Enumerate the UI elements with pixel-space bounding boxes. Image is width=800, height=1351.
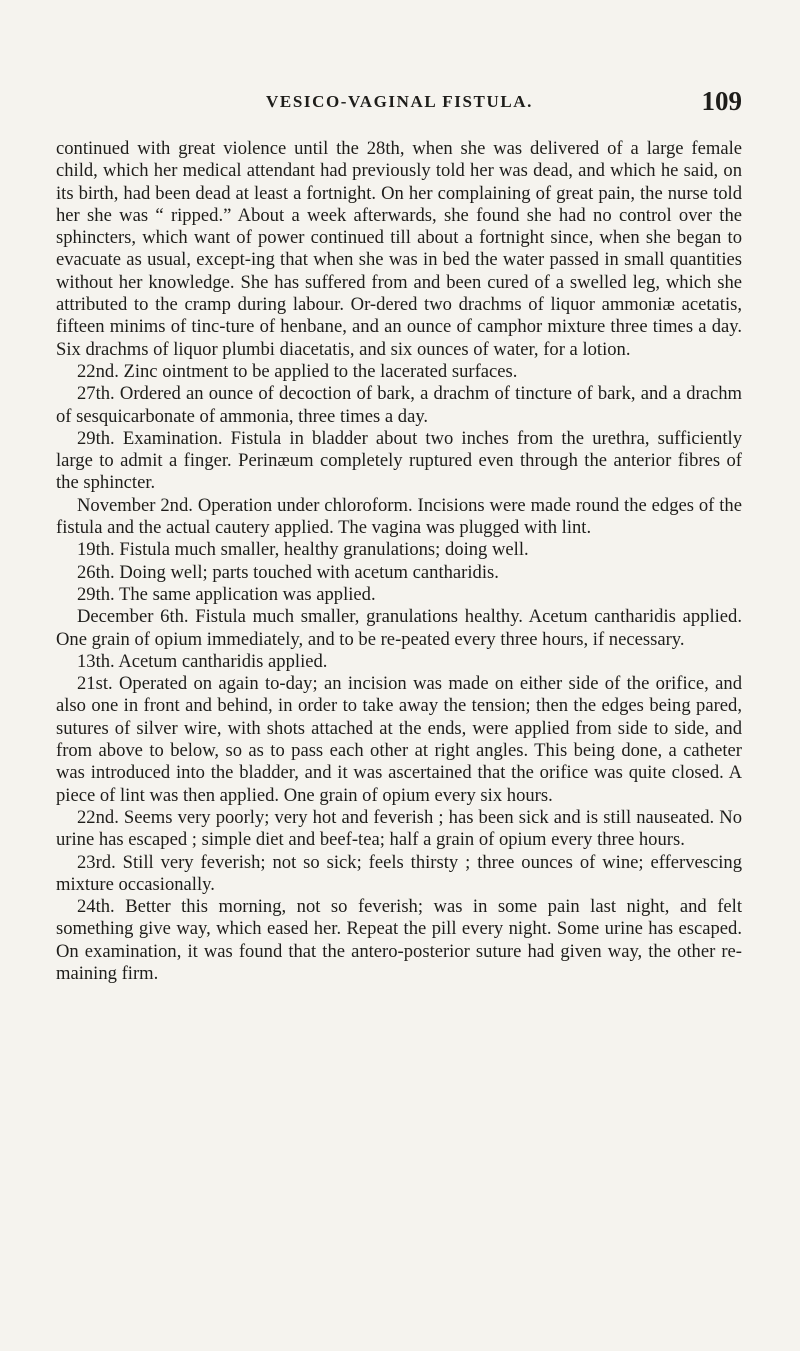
paragraph: December 6th. Fistula much smaller, granulations healthy. Acetum cantharidis applied. One grain of opium immediately, and to be re-peated every three hours, if necessary. [56, 606, 742, 650]
paragraph: 24th. Better this morning, not so feverish; was in some pain last night, and felt something give way, which eased her. Repeat the pill every night. Some urine has escaped. On examination, it was found that the antero-posterior suture had given way, the other re-maining firm. [56, 896, 742, 984]
running-head [57, 86, 742, 118]
paragraph: 29th. Examination. Fistula in bladder about two inches from the urethra, sufficiently large to admit a finger. Perinæum completely ruptured even through the anterior fibres of the sphincter. [56, 427, 742, 494]
paragraph: 27th. Ordered an ounce of decoction of bark, a drachm of tincture of bark, and a drachm of sesquicarbonate of ammonia, three times a day. [56, 383, 742, 427]
paragraph: 29th. The same application was applied. [77, 583, 376, 605]
paragraph: 13th. Acetum cantharidis applied. [77, 650, 328, 672]
page-number: 109 [701, 86, 742, 116]
paragraph: 23rd. Still very feverish; not so sick; feels thirsty ; three ounces of wine; effervescing mixture occasionally. [56, 851, 742, 895]
paragraph: 22nd. Zinc ointment to be applied to the lacerated surfaces. [77, 360, 518, 382]
paragraph: November 2nd. Operation under chloroform. Incisions were made round the edges of the fistula and the actual cautery applied. The vagina was plugged with lint. [56, 494, 742, 539]
body-text [56, 138, 742, 985]
paragraph: 21st. Operated on again to-day; an incision was made on either side of the orifice, and also one in front and behind, in order to take away the tension; then the edges being pared, sutures of silver wire, with shots attached at the ends, were applied from side to side, and from above to below, so as to pass each other at right angles. This being done, a catheter was introduced into the bladder, and it was ascertained that the orifice was quite closed. A piece of lint was then applied. One grain of opium every six hours. [56, 673, 742, 806]
paragraph: 19th. Fistula much smaller, healthy granulations; doing well. [77, 539, 529, 561]
running-title: VESICO-VAGINAL FISTULA. [266, 92, 533, 111]
paragraph: 26th. Doing well; parts touched with acetum cantharidis. [77, 561, 499, 583]
paragraph: continued with great violence until the 28th, when she was delivered of a large female child, which her medical attendant had previously told her was dead, and which he said, on its birth, had been dead at least a fortnight. On her complaining of great pain, the nurse told her she was “ ripped.” About a week afterwards, she found she had no control over the sphincters, which want of power continued till about a fortnight since, when she began to evacuate as usual, except-ing that when she was in bed the water passed in small quantities without her knowledge. She has suffered from and been cured of a swelled leg, which she attributed to the cramp during labour. Or-dered two drachms of liquor ammoniæ acetatis, fifteen minims of tinc-ture of henbane, and an ounce of camphor mixture three times a day. Six drachms of liquor plumbi diacetatis, and six ounces of water, for a lotion. [56, 138, 742, 360]
paragraph: 22nd. Seems very poorly; very hot and feverish ; has been sick and is still nauseated. No urine has escaped ; simple diet and beef-tea; half a grain of opium every three hours. [56, 806, 742, 851]
